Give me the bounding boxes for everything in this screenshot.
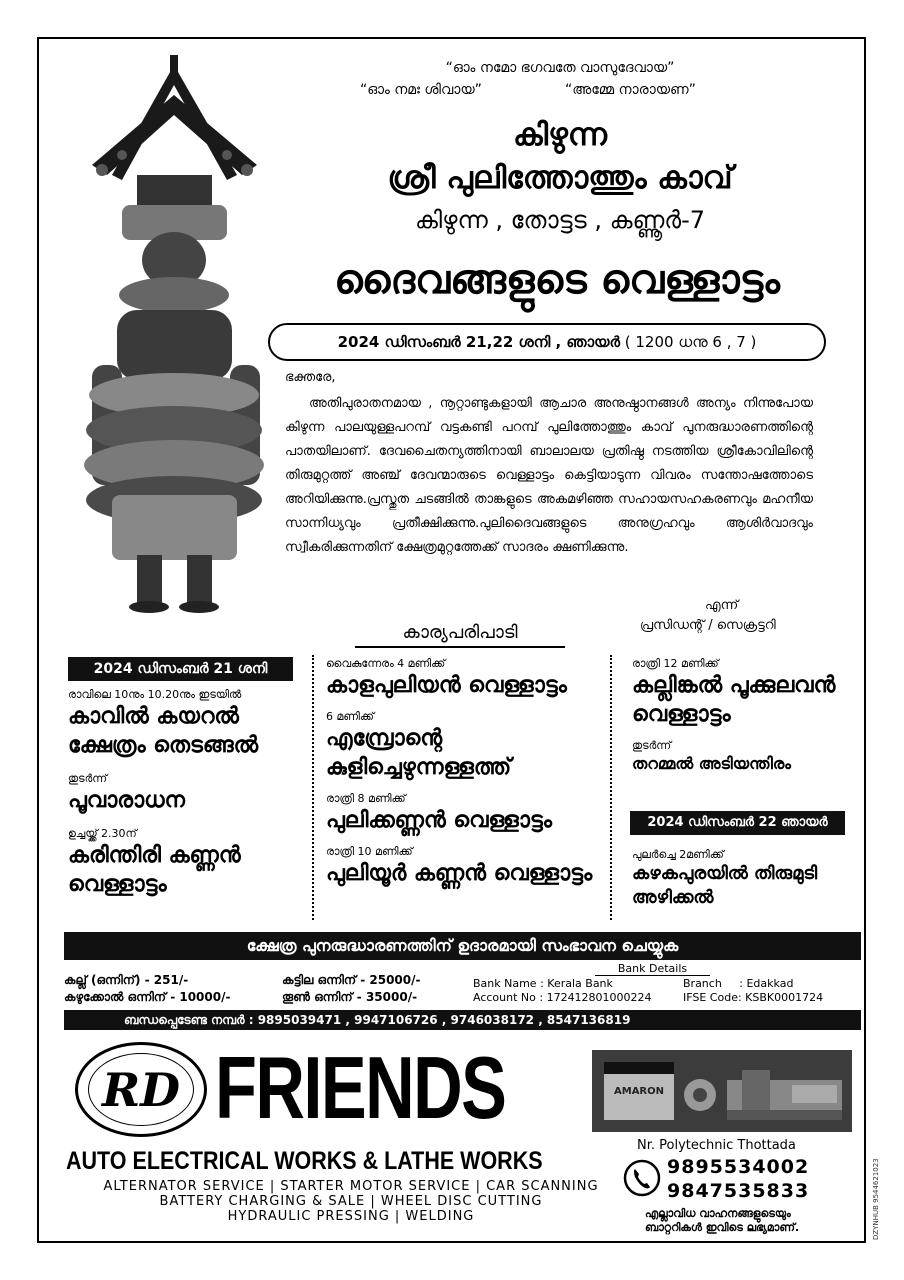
schedule-event: പുലിയൂർ കണ്ണൻ വെള്ളാട്ടം xyxy=(326,861,593,886)
donation-item: കട്ടില ഒന്നിന് - 25000/- xyxy=(282,973,421,987)
battery-label: AMARON xyxy=(614,1086,664,1097)
ifsc-code: IFSE Code: KSBK0001724 xyxy=(683,991,824,1004)
contact-label: ബന്ധപ്പെടേണ്ട നമ്പർ : xyxy=(124,1013,254,1027)
schedule-event: എമ്പ്രോന്റെ കുളിച്ചെഴുന്നള്ളത്ത് xyxy=(326,726,512,780)
business-tagline: AUTO ELECTRICAL WORKS & LATHE WORKS xyxy=(66,1147,543,1175)
signature-role: പ്രസിഡന്റ് / സെക്രട്ടറി xyxy=(640,618,776,633)
temple-title-line-2: ശ്രീ പുലിത്തോത്തും കാവ് xyxy=(387,160,733,196)
malayalam-date: ( 1200 ധനു 6 , 7 ) xyxy=(624,333,757,351)
rd-logo-text: RD xyxy=(101,1062,181,1117)
signature-ennu: എന്ന് xyxy=(705,598,739,613)
donation-item: കഴുക്കോൽ ഒന്നിന് - 10000/- xyxy=(64,990,231,1004)
schedule-event: പുലിക്കണ്ണൻ വെള്ളാട്ടം xyxy=(326,808,552,833)
event-date-pill xyxy=(268,323,826,361)
battery-note: എല്ലാവിധ വാഹനങ്ങളുടെയും xyxy=(645,1207,791,1220)
temple-title-line-1: കിഴുന്ന xyxy=(512,117,608,153)
theyyam-figure-illustration xyxy=(82,55,267,615)
schedule-time: പുലർച്ചെ 2മണിക്ക് xyxy=(632,848,724,861)
donation-item: കല്ല് (ഒന്നിന്) - 251/- xyxy=(64,973,189,987)
schedule-time: രാത്രി 12 മണിക്ക് xyxy=(632,657,719,670)
schedule-time: രാത്രി 10 മണിക്ക് xyxy=(326,845,413,858)
business-location: Nr. Polytechnic Thottada xyxy=(637,1138,796,1153)
schedule-time: 6 മണിക്ക് xyxy=(326,710,375,723)
services-list xyxy=(66,1179,636,1224)
schedule-time: തുടർന്ന് xyxy=(632,739,672,752)
schedule-event: തറമ്മൽ അടിയന്തിരം xyxy=(632,754,791,773)
mantra-line-3: “അമ്മേ നാരായണ” xyxy=(565,82,696,98)
schedule-event: കാളപുലിയൻ വെള്ളാട്ടം xyxy=(326,673,567,698)
bank-heading: Bank Details xyxy=(595,962,710,976)
schedule-time: തുടർന്ന് xyxy=(68,772,108,785)
donation-banner: ക്ഷേത്ര പുനരുദ്ധാരണത്തിന് ഉദാരമായി സംഭാവന ചെയ്യുക xyxy=(64,932,861,960)
battery-lathe-photo xyxy=(592,1050,852,1132)
schedule-time: ഉച്ചയ്ക്ക് 2.30ന് xyxy=(68,827,137,840)
contact-bar xyxy=(64,1010,861,1030)
schedule-time: രാവിലെ 10നും 10.20നും ഇടയിൽ xyxy=(68,688,242,701)
schedule-event: കഴകപുരയിൽ തിരുമുടി അഴിക്കൽ xyxy=(632,863,818,908)
account-number: Account No : 172412801000224 xyxy=(473,991,652,1004)
greeting: ഭക്തരേ, xyxy=(285,370,336,385)
event-date: 2024 ഡിസംബർ 21,22 ശനി , ഞായർ xyxy=(337,333,620,351)
contact-numbers: 9895039471 , 9947106726 , 9746038172 , 8547136819 xyxy=(257,1013,631,1027)
phone-number: 9847535833 xyxy=(667,1180,810,1202)
column-divider xyxy=(610,655,612,920)
schedule-time: വൈകുന്നേരം 4 മണിക്ക് xyxy=(326,657,446,670)
program-column-3b xyxy=(632,848,842,910)
bank-name: Bank Name : Kerala Bank xyxy=(473,977,613,990)
schedule-event: കാവിൽ കയറൽ ക്ഷേത്രം തെടങ്ങൽ xyxy=(68,704,259,758)
schedule-event: പൂവാരാധന xyxy=(68,788,185,813)
intro-paragraph-block xyxy=(285,392,813,560)
program-column-2 xyxy=(326,657,596,888)
side-code: DZYNHUB 9544621023 xyxy=(872,1158,880,1240)
battery-note: ബാറ്ററികൾ ഇവിടെ ലഭ്യമാണ്. xyxy=(645,1221,800,1234)
bank-branch: Branch : Edakkad xyxy=(683,977,794,990)
day2-label: 2024 ഡിസംബർ 22 ഞായർ xyxy=(630,811,845,835)
services-line: HYDRAULIC PRESSING | WELDING xyxy=(227,1209,475,1224)
schedule-event: കല്ലിങ്കൽ പൂക്കുലവൻ വെള്ളാട്ടം xyxy=(632,673,836,727)
program-column-1 xyxy=(68,688,308,899)
rd-logo xyxy=(75,1042,207,1137)
program-heading: കാര്യപരിപാടി xyxy=(355,620,565,648)
day1-label: 2024 ഡിസംബർ 21 ശനി xyxy=(68,657,293,681)
phone-icon xyxy=(622,1158,662,1198)
schedule-time: രാത്രി 8 മണിക്ക് xyxy=(326,792,406,805)
services-line: BATTERY CHARGING & SALE | WHEEL DISC CUTTING xyxy=(159,1194,543,1209)
schedule-event: കരിന്തിരി കണ്ണൻ വെള്ളാട്ടം xyxy=(68,843,241,897)
mantra-line-1: “ഓം നമോ ഭഗവതേ വാസുദേവായ” xyxy=(445,60,675,76)
donation-item: തൂൺ ഒന്നിന് - 35000/- xyxy=(282,990,418,1004)
column-divider xyxy=(312,655,314,920)
program-column-3 xyxy=(632,657,842,775)
temple-location: കിഴുന്ന , തോട്ടട , കണ്ണൂർ-7 xyxy=(414,206,706,234)
phone-number: 9895534002 xyxy=(667,1156,810,1178)
mantra-line-2: “ഓം നമഃ ശിവായ” xyxy=(360,82,482,98)
services-line: ALTERNATOR SERVICE | STARTER MOTOR SERVICE | CAR SCANNING xyxy=(103,1179,599,1194)
event-title: ദൈവങ്ങളുടെ വെള്ളാട്ടം xyxy=(334,257,780,303)
intro-paragraph: അതിപുരാതനമായ , നൂറ്റാണ്ടുകളായി ആചാര അനുഷ്ഠാനങ്ങൾ അന്യം നിന്നുപോയ കിഴുന്ന പാലയുള്ളപറമ്പ് വട്ടകണ്ടി പറമ്പ് പുലിത്തോത്തും കാവ് പുനരുദ്ധാരണത്തിന്റെ പാതയിലാണ്. ദേവചൈതന്യത്തിനായി ബാലാലയ പ്രതിഷ്ഠ നടത്തിയ ശ്രീകോവിലിന്റെ തിരുമുറ്റത്ത് അഞ്ച് ദേവന്മാരുടെ വെള്ളാട്ടം കെട്ടിയാടുന്ന വിവരം സന്തോഷത്തോടെ അറിയിക്കുന്നു.പ്രസ്തുത ചടങ്ങിൽ താങ്കളുടെ അകമഴിഞ്ഞ സഹായസഹകരണവും മഹനീയ സാന്നിധ്യവും പ്രതീക്ഷിക്കുന്നു.പുലിദൈവങ്ങളുടെ അനുഗ്രഹവും ആശിർവാദവും സ്വീകരിക്കുന്നതിന് ക്ഷേത്രമുറ്റത്തേക്ക് സാദരം ക്ഷണിക്കുന്നു. xyxy=(285,396,813,555)
brand-name: FRIENDS xyxy=(215,1038,506,1137)
